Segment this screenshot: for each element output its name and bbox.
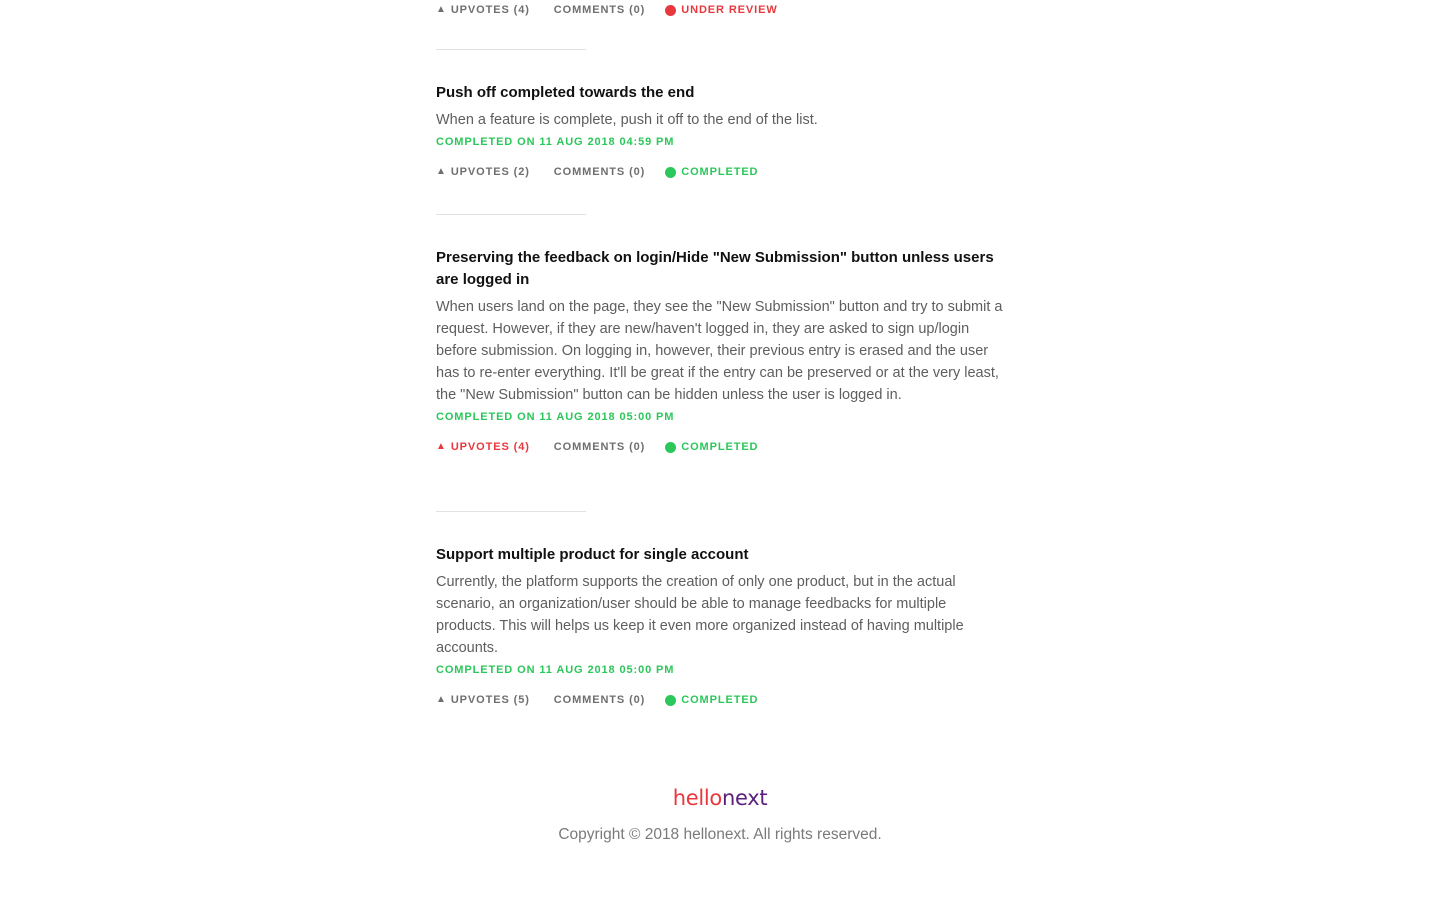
footer bbox=[0, 784, 1440, 844]
post-description: When users land on the page, they see the "New Submission" button and try to submit a request. However, if they are new/haven't logged in, they are asked to sign up/login before submission. On logging in, however, their previous entry is erased and the user has to re-enter everything. It'll be great if the entry can be preserved or at the very least, the "New Submission" button can be hidden unless the user is logged in. bbox=[436, 299, 1003, 403]
post-title[interactable]: Push off completed towards the end bbox=[436, 84, 695, 101]
comments-link[interactable]: COMMENTS (0) bbox=[553, 441, 646, 453]
status-badge bbox=[665, 166, 758, 178]
post-description: When a feature is complete, push it off to the end of the list. bbox=[436, 112, 818, 128]
status-dot-icon bbox=[665, 442, 676, 453]
divider bbox=[436, 511, 586, 512]
status-badge bbox=[665, 694, 758, 706]
upvote-button[interactable] bbox=[436, 4, 530, 16]
post-meta bbox=[436, 690, 1004, 710]
comments-link[interactable]: COMMENTS (0) bbox=[553, 166, 646, 178]
copyright-brand[interactable]: hellonext bbox=[683, 826, 746, 843]
upvote-arrow-icon: ▲ bbox=[436, 166, 447, 177]
status-dot-icon bbox=[665, 695, 676, 706]
copyright-suffix: . All rights reserved. bbox=[745, 826, 882, 843]
status-dot-icon bbox=[665, 167, 676, 178]
post-item bbox=[436, 544, 1004, 710]
comments-link[interactable]: COMMENTS (0) bbox=[553, 694, 646, 706]
upvote-count: UPVOTES (5) bbox=[450, 694, 530, 706]
upvote-arrow-icon: ▲ bbox=[436, 4, 447, 15]
post-meta bbox=[436, 437, 1004, 457]
status-dot-icon bbox=[665, 5, 676, 16]
post-item bbox=[436, 0, 1004, 20]
completed-date: COMPLETED ON 11 AUG 2018 05:00 PM bbox=[436, 411, 675, 423]
upvote-button[interactable] bbox=[436, 694, 530, 706]
status-label: COMPLETED bbox=[681, 166, 759, 178]
completed-date: COMPLETED ON 11 AUG 2018 04:59 PM bbox=[436, 136, 675, 148]
post-title[interactable]: Support multiple product for single account bbox=[436, 546, 749, 563]
status-badge bbox=[665, 441, 758, 453]
post-item bbox=[436, 247, 1004, 457]
upvote-count: UPVOTES (4) bbox=[450, 4, 530, 16]
upvote-button[interactable] bbox=[436, 441, 530, 453]
divider bbox=[436, 49, 586, 50]
completed-date: COMPLETED ON 11 AUG 2018 05:00 PM bbox=[436, 664, 675, 676]
status-label: UNDER REVIEW bbox=[681, 4, 778, 16]
post-description: Currently, the platform supports the creation of only one product, but in the actual scenario, an organization/user should be able to manage feedbacks for multiple products. This will helps us keep it even more organized instead of having multiple accounts. bbox=[436, 574, 964, 656]
status-label: COMPLETED bbox=[681, 441, 759, 453]
post-meta bbox=[436, 162, 1004, 182]
comments-link[interactable]: COMMENTS (0) bbox=[553, 4, 646, 16]
logo-next: next bbox=[721, 786, 768, 810]
upvote-arrow-icon: ▲ bbox=[436, 441, 447, 452]
upvote-count: UPVOTES (4) bbox=[450, 441, 530, 453]
upvote-count: UPVOTES (2) bbox=[450, 166, 530, 178]
logo-hello: hello bbox=[672, 786, 722, 810]
copyright-prefix: Copyright © 2018 bbox=[558, 826, 684, 843]
post-meta bbox=[436, 0, 1004, 20]
copyright-text bbox=[0, 826, 1440, 844]
divider bbox=[436, 214, 586, 215]
status-badge bbox=[665, 4, 777, 16]
upvote-button[interactable] bbox=[436, 166, 530, 178]
post-item bbox=[436, 82, 1004, 182]
status-label: COMPLETED bbox=[681, 694, 759, 706]
hellonext-logo[interactable] bbox=[0, 784, 1440, 812]
post-title[interactable]: Preserving the feedback on login/Hide "New Submission" button unless users are logged in bbox=[436, 249, 994, 288]
upvote-arrow-icon: ▲ bbox=[436, 694, 447, 705]
